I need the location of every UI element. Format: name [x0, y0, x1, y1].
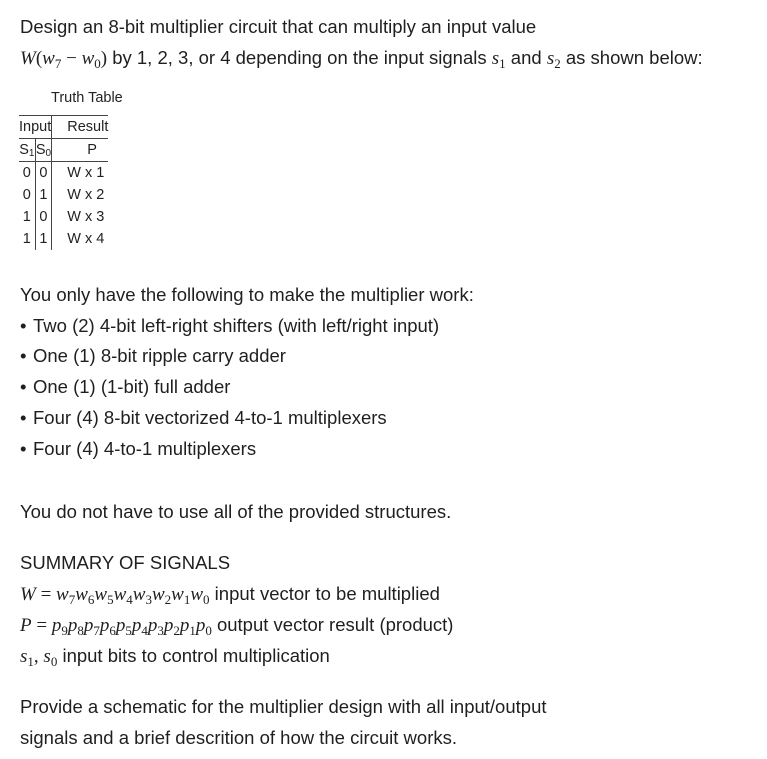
truth-table-caption: Truth Table — [51, 90, 123, 106]
vector-bit: $p_3$ — [147, 615, 164, 638]
intro-line-2 — [20, 46, 703, 71]
col-header-s1: $S_1$ — [19, 139, 35, 162]
var-s2: $s_2$ — [546, 48, 561, 71]
summary-w-line — [20, 582, 440, 607]
table-row — [19, 228, 108, 250]
vector-bit: $p_7$ — [83, 615, 100, 638]
var-w7: $w_7$ — [42, 48, 62, 71]
vector-bit: $w_1$ — [171, 584, 191, 607]
cell-p: W x 1 — [52, 162, 109, 185]
vector-bit: $p_9$ — [51, 615, 68, 638]
table-row — [19, 206, 108, 228]
bullet-icon: • — [20, 407, 27, 428]
cell-s0: 1 — [35, 184, 52, 206]
paren-close: ) — [100, 48, 108, 69]
cell-s1: 1 — [22, 231, 31, 247]
cell-s0: 0 — [35, 206, 52, 228]
summary-p-line — [20, 613, 453, 638]
intro-text-c: as shown below: — [560, 47, 703, 68]
list-item — [20, 406, 387, 430]
vector-bit: $w_4$ — [113, 584, 133, 607]
resources-intro: You only have the following to make the multiplier work: — [20, 284, 474, 305]
equals-sign: = — [31, 615, 52, 636]
vector-bit: $w_3$ — [132, 584, 152, 607]
cell-p: W x 2 — [52, 184, 109, 206]
list-item-text: Four (4) 4-to-1 multiplexers — [33, 438, 257, 459]
summary-p-desc: output vector result (product) — [211, 614, 454, 635]
var-w0: $w_0$ — [81, 48, 101, 71]
var-w: W — [20, 48, 36, 69]
intro-text-a: by 1, 2, 3, or 4 depending on the input signals — [107, 47, 492, 68]
list-item — [20, 437, 256, 461]
equals-sign: = — [35, 584, 57, 605]
truth-table-grid — [19, 115, 108, 250]
summary-w-desc: input vector to be multiplied — [209, 583, 440, 604]
var-s0: $s_0$ — [43, 646, 58, 669]
cell-s0: 0 — [35, 162, 52, 185]
comma: , — [33, 646, 44, 667]
cell-p: W x 3 — [52, 206, 109, 228]
cell-s1: 0 — [22, 165, 31, 181]
vector-bit: $w_0$ — [190, 584, 210, 607]
var-s1: $s_1$ — [20, 646, 34, 669]
vector-bit: $w_7$ — [56, 584, 76, 607]
minus-sign: − — [61, 48, 82, 69]
paren-open: ( — [35, 48, 43, 69]
bullet-icon: • — [20, 438, 27, 459]
list-item — [20, 314, 439, 338]
result-header: Result — [52, 116, 109, 139]
list-item-text: Two (2) 4-bit left-right shifters (with left/right input) — [33, 315, 440, 336]
vector-bit: $w_5$ — [94, 584, 114, 607]
var-s1: $s_1$ — [491, 48, 506, 71]
input-header: Input — [19, 116, 52, 139]
intro-text-b: and — [505, 47, 547, 68]
cell-s0: 1 — [35, 228, 52, 250]
list-item-text: One (1) 8-bit ripple carry adder — [33, 345, 286, 366]
intro-line-1: Design an 8-bit multiplier circuit that can multiply an input value — [20, 16, 537, 37]
list-item — [20, 375, 230, 399]
cell-s1: 1 — [22, 209, 31, 225]
summary-p-lhs: P — [20, 615, 32, 636]
vector-bit: $p_6$ — [99, 615, 116, 638]
vector-bit: $p_4$ — [131, 615, 148, 638]
summary-heading: SUMMARY OF SIGNALS — [20, 552, 231, 573]
summary-s-line — [20, 644, 330, 669]
col-header-p: P — [52, 139, 109, 162]
closing-line-2: signals and a brief descrition of how the circuit works. — [20, 727, 458, 748]
list-item-text: One (1) (1-bit) full adder — [33, 376, 231, 397]
vector-bit: $p_2$ — [163, 615, 180, 638]
closing-line-1: Provide a schematic for the multiplier design with all input/output — [20, 696, 547, 717]
vector-bit: $p_1$ — [179, 615, 196, 638]
bullet-icon: • — [20, 376, 27, 397]
vector-bit: $w_2$ — [151, 584, 172, 607]
table-row — [19, 162, 108, 185]
summary-s-desc: input bits to control multiplication — [57, 645, 330, 666]
vector-bit: $p_5$ — [115, 615, 132, 638]
p-vector — [52, 615, 212, 636]
vector-bit: $p_0$ — [195, 615, 212, 638]
vector-bit: $w_6$ — [75, 584, 95, 607]
w-vector — [56, 584, 210, 605]
bullet-icon: • — [20, 315, 27, 336]
note-text: You do not have to use all of the provided structures. — [20, 501, 452, 522]
cell-p: W x 4 — [52, 228, 109, 250]
bullet-icon: • — [20, 345, 27, 366]
cell-s1: 0 — [22, 187, 31, 203]
list-item-text: Four (4) 8-bit vectorized 4-to-1 multiplexers — [33, 407, 387, 428]
vector-bit: $p_8$ — [67, 615, 84, 638]
summary-w-lhs: W — [20, 584, 36, 605]
col-header-s0: $S_0$ — [35, 139, 52, 162]
table-row — [19, 184, 108, 206]
list-item — [20, 344, 286, 368]
